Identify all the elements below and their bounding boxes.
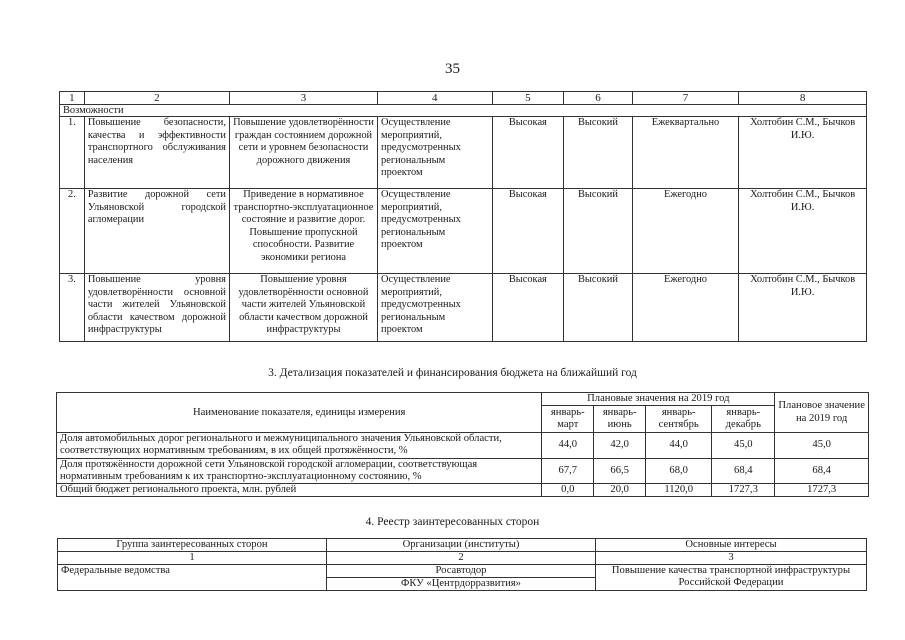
table-header-row: [57, 393, 869, 406]
period-header: январь-сентябрь: [646, 406, 712, 433]
table-row: [57, 458, 869, 483]
section-label: Возможности: [60, 105, 867, 117]
col-header-8: 8: [739, 92, 867, 105]
main-interest: Повышение качества транспортной инфраструктуры Российской Федерации: [596, 565, 867, 591]
responsible-cell: Холтобин С.М., Бычков И.Ю.: [739, 117, 867, 189]
frequency-cell: Ежегодно: [632, 274, 738, 342]
impact-cell: Высокий: [564, 274, 633, 342]
value-cell: 44,0: [646, 433, 712, 458]
section-3-title: 3. Детализация показателей и финансирования бюджета на ближайший год: [268, 367, 637, 379]
col-header-7: 7: [632, 92, 738, 105]
impact-cell: Высокий: [564, 189, 633, 274]
opportunity-cell: Повышение безопасности, качества и эффективности транспортного обслуживания населения: [84, 117, 229, 189]
indicator-name-header: Наименование показателя, единицы измерения: [57, 393, 542, 433]
value-cell: 42,0: [594, 433, 646, 458]
frequency-cell: Ежеквартально: [632, 117, 738, 189]
probability-cell: Высокая: [492, 117, 564, 189]
group-header: Группа заинтересованных сторон: [58, 539, 327, 552]
action-cell: Осуществление мероприятий, предусмотренных региональным проектом: [378, 274, 493, 342]
plan-values-header: Плановые значения на 2019 год: [542, 393, 775, 406]
value-cell: 1727,3: [712, 484, 775, 497]
organization: Росавтодор: [327, 565, 596, 578]
table-row: [60, 189, 867, 274]
opportunity-cell: Повышение уровня удовлетворённости основной части жителей Ульяновской области качеством дорожной инфраструктуры: [84, 274, 229, 342]
effect-cell: Повышение удовлетворённости граждан состоянием дорожной сети и уровнем безопасности дорожного движения: [229, 117, 377, 189]
col-number: 1: [58, 552, 327, 565]
table-row: [60, 274, 867, 342]
probability-cell: Высокая: [492, 189, 564, 274]
table-header-row: [60, 92, 867, 105]
responsible-cell: Холтобин С.М., Бычков И.Ю.: [739, 189, 867, 274]
period-header: январь-март: [542, 406, 594, 433]
period-header: январь-июнь: [594, 406, 646, 433]
value-cell: 20,0: [594, 484, 646, 497]
frequency-cell: Ежегодно: [632, 189, 738, 274]
value-cell: 68,0: [646, 458, 712, 483]
value-cell: 0,0: [542, 484, 594, 497]
indicator-name: Общий бюджет регионального проекта, млн. рублей: [57, 484, 542, 497]
value-cell: 45,0: [712, 433, 775, 458]
row-number: 3.: [60, 274, 85, 342]
value-cell: 68,4: [712, 458, 775, 483]
row-number: 1.: [60, 117, 85, 189]
section-4-title: 4. Реестр заинтересованных сторон: [365, 516, 540, 528]
section-row: [60, 105, 867, 117]
col-header-1: 1: [60, 92, 85, 105]
probability-cell: Высокая: [492, 274, 564, 342]
year-value-cell: 1727,3: [775, 484, 869, 497]
stakeholder-group: Федеральные ведомства: [58, 565, 327, 591]
table-row: [57, 484, 869, 497]
row-number: 2.: [60, 189, 85, 274]
indicator-name: Доля автомобильных дорог регионального и межмуниципального значения Ульяновской области, соответствующих нормативным требованиям, в их общей протяжённости, %: [57, 433, 542, 458]
interests-header: Основные интересы: [596, 539, 867, 552]
effect-cell: Повышение уровня удовлетворённости основной части жителей Ульяновской области качеством дорожной инфраструктуры: [229, 274, 377, 342]
year-value-cell: 45,0: [775, 433, 869, 458]
stakeholders-table: [57, 538, 867, 591]
table-row: [57, 433, 869, 458]
col-number: 2: [327, 552, 596, 565]
opportunities-table: [59, 91, 867, 342]
value-cell: 67,7: [542, 458, 594, 483]
year-value-cell: 68,4: [775, 458, 869, 483]
col-number: 3: [596, 552, 867, 565]
plan-year-header: Плановое значение на 2019 год: [775, 393, 869, 433]
impact-cell: Высокий: [564, 117, 633, 189]
col-header-5: 5: [492, 92, 564, 105]
value-cell: 44,0: [542, 433, 594, 458]
table-row: [60, 117, 867, 189]
organization: ФКУ «Центрдорразвития»: [327, 578, 596, 591]
col-header-6: 6: [564, 92, 633, 105]
action-cell: Осуществление мероприятий, предусмотренных региональным проектом: [378, 189, 493, 274]
effect-cell: Приведение в нормативное транспортно-эксплуатационное состояние и развитие дорог. Повышение пропускной способности. Развитие экономики региона: [229, 189, 377, 274]
col-header-2: 2: [84, 92, 229, 105]
action-cell: Осуществление мероприятий, предусмотренных региональным проектом: [378, 117, 493, 189]
organizations-header: Организации (институты): [327, 539, 596, 552]
value-cell: 66,5: [594, 458, 646, 483]
period-header: январь-декабрь: [712, 406, 775, 433]
table-number-row: [58, 552, 867, 565]
responsible-cell: Холтобин С.М., Бычков И.Ю.: [739, 274, 867, 342]
opportunity-cell: Развитие дорожной сети Ульяновской городской агломерации: [84, 189, 229, 274]
col-header-3: 3: [229, 92, 377, 105]
indicator-name: Доля протяжённости дорожной сети Ульяновской городской агломерации, соответствующая нормативным требованиям к их транспортно-эксплуатационному состоянию, %: [57, 458, 542, 483]
table-row: [58, 565, 867, 578]
col-header-4: 4: [378, 92, 493, 105]
value-cell: 1120,0: [646, 484, 712, 497]
indicators-table: [56, 392, 869, 497]
table-header-row: [58, 539, 867, 552]
page-number: 35: [445, 61, 460, 77]
